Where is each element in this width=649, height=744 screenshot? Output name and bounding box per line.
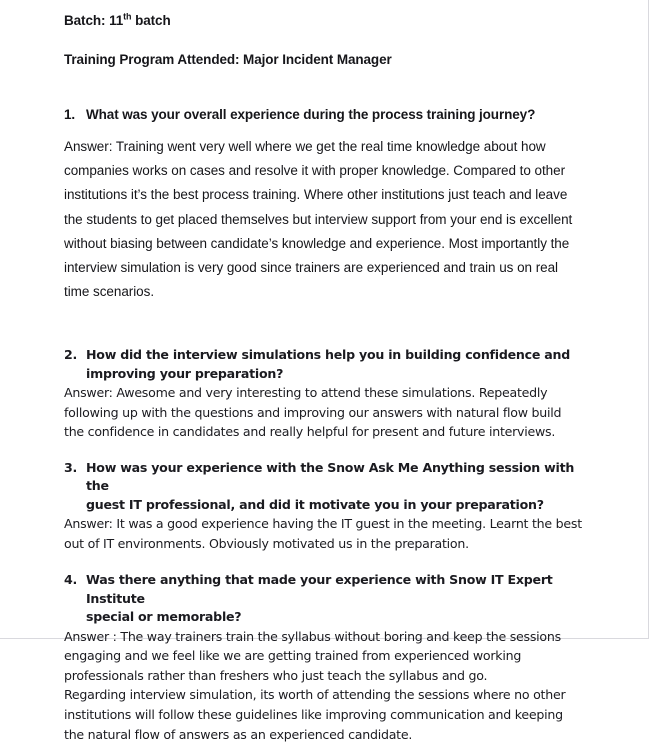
question-text-3 xyxy=(86,459,582,514)
answer-line: following up with the questions and improving our answers with natural flow build xyxy=(64,404,562,420)
answer-line: institutions it’s the best process training. Where other institutions just teach and leave xyxy=(64,187,568,203)
batch-ordinal-suffix: th xyxy=(123,11,132,22)
question-line: What was your overall experience during the process training journey? xyxy=(86,107,536,122)
question-line: How did the interview simulations help you in building confidence and xyxy=(86,347,570,363)
batch-label: Batch: xyxy=(64,13,106,28)
answer-text-4 xyxy=(64,627,582,744)
document-body xyxy=(64,0,582,744)
qa-item-4 xyxy=(64,571,582,744)
batch-line xyxy=(64,13,582,28)
batch-number: 11 xyxy=(109,13,124,28)
question-number-3: 3. xyxy=(64,460,78,476)
answer-line: interview simulation is very good since trainers are experienced and train us on real xyxy=(64,260,559,276)
answer-line: the students to get placed themselves but interview support from your end is excellent xyxy=(64,211,573,227)
question-text-4 xyxy=(86,571,582,626)
answer-text-2 xyxy=(64,383,582,442)
answer-text-1 xyxy=(64,135,582,304)
question-row-2 xyxy=(64,346,582,383)
batch-suffix: batch xyxy=(135,13,171,28)
qa-item-1 xyxy=(64,107,582,304)
answer-line: Regarding interview simulation, its worth of attending the sessions where no other xyxy=(64,687,566,703)
answer-line: the natural flow of answers as an experienced candidate. xyxy=(64,726,413,742)
question-number-1: 1. xyxy=(64,107,76,122)
question-line: special or memorable? xyxy=(86,609,242,625)
qa-item-2 xyxy=(64,346,582,442)
question-number-2: 2. xyxy=(64,347,78,363)
question-line: guest IT professional, and did it motivate you in your preparation? xyxy=(86,496,544,512)
answer-line: institutions will follow these guidelines like improving communication and keeping xyxy=(64,707,563,723)
answer-line: companies works on cases and resolve it with proper knowledge. Compared to other xyxy=(64,163,566,179)
answer-line: Answer: It was a good experience having the IT guest in the meeting. Learnt the best xyxy=(64,516,582,532)
answer-line: Answer: Awesome and very interesting to attend these simulations. Repeatedly xyxy=(64,385,548,401)
answer-line: time scenarios. xyxy=(64,284,155,300)
question-text-1 xyxy=(86,107,582,122)
training-program-line: Training Program Attended: Major Incident Manager xyxy=(64,52,392,67)
answer-line: engaging and we feel like we are getting trained from experienced working xyxy=(64,648,522,664)
answer-line: the confidence in candidates and really helpful for present and future interviews. xyxy=(64,424,556,440)
question-row-4 xyxy=(64,571,582,626)
question-text-2 xyxy=(86,346,582,383)
answer-line: out of IT environments. Obviously motivated us in the preparation. xyxy=(64,535,469,551)
answer-line: professionals rather than freshers who just teach the syllabus and go. xyxy=(64,667,488,683)
answer-line: without biasing between candidate’s knowledge and experience. Most importantly the xyxy=(64,235,570,251)
question-row-1 xyxy=(64,107,582,122)
question-line: Was there anything that made your experience with Snow IT Expert Institute xyxy=(86,572,553,606)
answer-line: Answer : The way trainers train the syllabus without boring and keep the sessions xyxy=(64,628,561,644)
answer-text-3 xyxy=(64,514,582,553)
question-line: improving your preparation? xyxy=(86,365,284,381)
question-row-3 xyxy=(64,459,582,514)
answer-line: Answer: Training went very well where we get the real time knowledge about how xyxy=(64,139,546,154)
question-line: How was your experience with the Snow Ask Me Anything session with the xyxy=(86,460,575,494)
qa-item-3 xyxy=(64,459,582,553)
question-number-4: 4. xyxy=(64,572,78,588)
